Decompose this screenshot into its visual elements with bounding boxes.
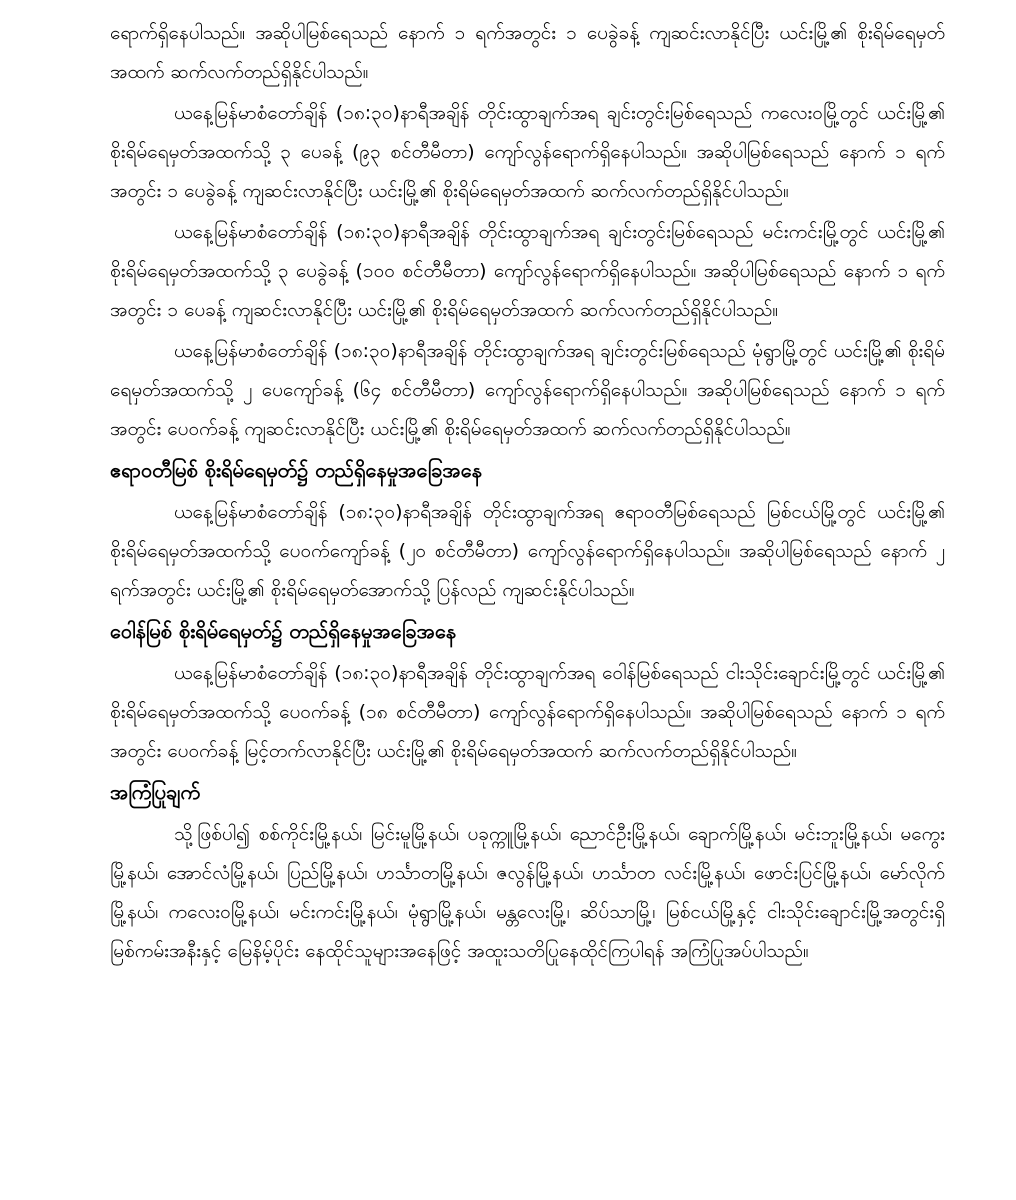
- ayeyarwady-heading: ဧရာဝတီမြစ် စိုးရိမ်ရေမှတ်၌ တည်ရှိနေမှုအခြေအနေ: [110, 458, 482, 482]
- continued-paragraph: ရောက်ရှိနေပါသည်။ အဆိုပါမြစ်ရေသည် နောက် ၁ ရက်အတွင်း ၁ ပေခွဲခန့် ကျဆင်းလာနိုင်ပြီး ယင်းမြို့၏ စိုးရိမ်ရေမှတ်အထက် ဆက်လက်တည်ရှိနိုင်ပါသည်။: [110, 22, 945, 83]
- chindwin-kalewa-paragraph: ယနေ့မြန်မာစံတော်ချိန် (၁၈:၃၀)နာရီအချိန် တိုင်းထွာချက်အရ ချင်းတွင်းမြစ်ရေသည် ကလေးဝမြို့တွင် ယင်းမြို့၏ စိုးရိမ်ရေမှတ်အထက်သို့ ၃ ပေခန့် (၉၃ စင်တီမီတာ) ကျော်လွန်ရောက်ရှိနေပါသည်။ အဆိုပါမြစ်ရေသည် နောက် ၁ ရက်အတွင်း ၁ ပေခွဲခန့် ကျဆင်းလာနိုင်ပြီး ယင်းမြို့၏ စိုးရိမ်ရေမှတ်အထက် ဆက်လက်တည်ရှိနိုင်ပါသည်။: [110, 102, 945, 202]
- chindwin-monywa-paragraph: ယနေ့မြန်မာစံတော်ချိန် (၁၈:၃၀)နာရီအချိန် တိုင်းထွာချက်အရ ချင်းတွင်းမြစ်ရေသည် မုံရွာမြို့တွင် ယင်းမြို့၏ စိုးရိမ်ရေမှတ်အထက်သို့ ၂ ပေကျော်ခန့် (၆၄ စင်တီမီတာ) ကျော်လွန်ရောက်ရှိနေပါသည်။ အဆိုပါမြစ်ရေသည် နောက် ၁ ရက်အတွင်း ပေဝက်ခန့် ကျဆင်းလာနိုင်ပြီး ယင်းမြို့၏ စိုးရိမ်ရေမှတ်အထက် ဆက်လက်တည်ရှိနိုင်ပါသည်။: [110, 340, 945, 440]
- chindwin-mingin-paragraph: ယနေ့မြန်မာစံတော်ချိန် (၁၈:၃၀)နာရီအချိန် တိုင်းထွာချက်အရ ချင်းတွင်းမြစ်ရေသည် မင်းကင်းမြို့တွင် ယင်းမြို့၏ စိုးရိမ်ရေမှတ်အထက်သို့ ၃ ပေခွဲခန့် (၁၀၀ စင်တီမီတာ) ကျော်လွန်ရောက်ရှိနေပါသည်။ အဆိုပါမြစ်ရေသည် နောက် ၁ ရက်အတွင်း ၁ ပေခန့် ကျဆင်းလာနိုင်ပြီး ယင်းမြို့၏ စိုးရိမ်ရေမှတ်အထက် ဆက်လက်တည်ရှိနိုင်ပါသည်။: [110, 221, 945, 321]
- thanlwin-heading: ဝေါန်မြစ် စိုးရိမ်ရေမှတ်၌ တည်ရှိနေမှုအခြေအနေ: [110, 619, 457, 643]
- advisory-paragraph: သို့ဖြစ်ပါ၍ စစ်ကိုင်းမြို့နယ်၊ မြင်းမူမြို့နယ်၊ ပခုက္ကူမြို့နယ်၊ ညောင်ဦးမြို့နယ်၊ ချောက်မြို့နယ်၊ မင်းဘူးမြို့နယ်၊ မကွေးမြို့နယ်၊ အောင်လံမြို့နယ်၊ ပြည်မြို့နယ်၊ ဟင်္သာတမြို့နယ်၊ ဇလွန်မြို့နယ်၊ ဟင်္သာတ လင်းမြို့နယ်၊ ဖောင်းပြင်မြို့နယ်၊ မော်လိုက်မြို့နယ်၊ ကလေးဝမြို့နယ်၊ မင်းကင်းမြို့နယ်၊ မုံရွာမြို့နယ်၊ မန္တလေးမြို့၊ ဆိပ်သာမြို့၊ မြစ်ငယ်မြို့နှင့် ငါးသိုင်းချောင်းမြို့အတွင်းရှိ မြစ်ကမ်းအနီးနှင့် မြေနိမ့်ပိုင်း နေထိုင်သူများအနေဖြင့် အထူးသတိပြုနေထိုင်ကြပါရန် အကြံပြုအပ်ပါသည်။: [110, 823, 945, 962]
- bulletin-page: [110, 14, 945, 973]
- advisory-heading: အကြံပြုချက်: [110, 780, 201, 804]
- thanlwin-paragraph: ယနေ့မြန်မာစံတော်ချိန် (၁၈:၃၀)နာရီအချိန် တိုင်းထွာချက်အရ ဝေါန်မြစ်ရေသည် ငါးသိုင်းချောင်းမြို့တွင် ယင်းမြို့၏ စိုးရိမ်ရေမှတ်အထက်သို့ ပေဝက်ခန့် (၁၈ စင်တီမီတာ) ကျော်လွန်ရောက်ရှိနေပါသည်။ အဆိုပါမြစ်ရေသည် နောက် ၁ ရက်အတွင်း ပေဝက်ခန့် မြင့်တက်လာနိုင်ပြီး ယင်းမြို့၏ စိုးရိမ်ရေမှတ်အထက် ဆက်လက်တည်ရှိနိုင်ပါသည်။: [110, 662, 945, 762]
- ayeyarwady-paragraph: ယနေ့မြန်မာစံတော်ချိန် (၁၈:၃၀)နာရီအချိန် တိုင်းထွာချက်အရ ဧရာဝတီမြစ်ရေသည် မြစ်ငယ်မြို့တွင် ယင်းမြို့၏ စိုးရိမ်ရေမှတ်အထက်သို့ ပေဝက်ကျော်ခန့် (၂၀ စင်တီမီတာ) ကျော်လွန်ရောက်ရှိနေပါသည်။ အဆိုပါမြစ်ရေသည် နောက် ၂ ရက်အတွင်း ယင်းမြို့၏ စိုးရိမ်ရေမှတ်အောက်သို့ ပြန်လည် ကျဆင်းနိုင်ပါသည်။: [110, 501, 945, 601]
